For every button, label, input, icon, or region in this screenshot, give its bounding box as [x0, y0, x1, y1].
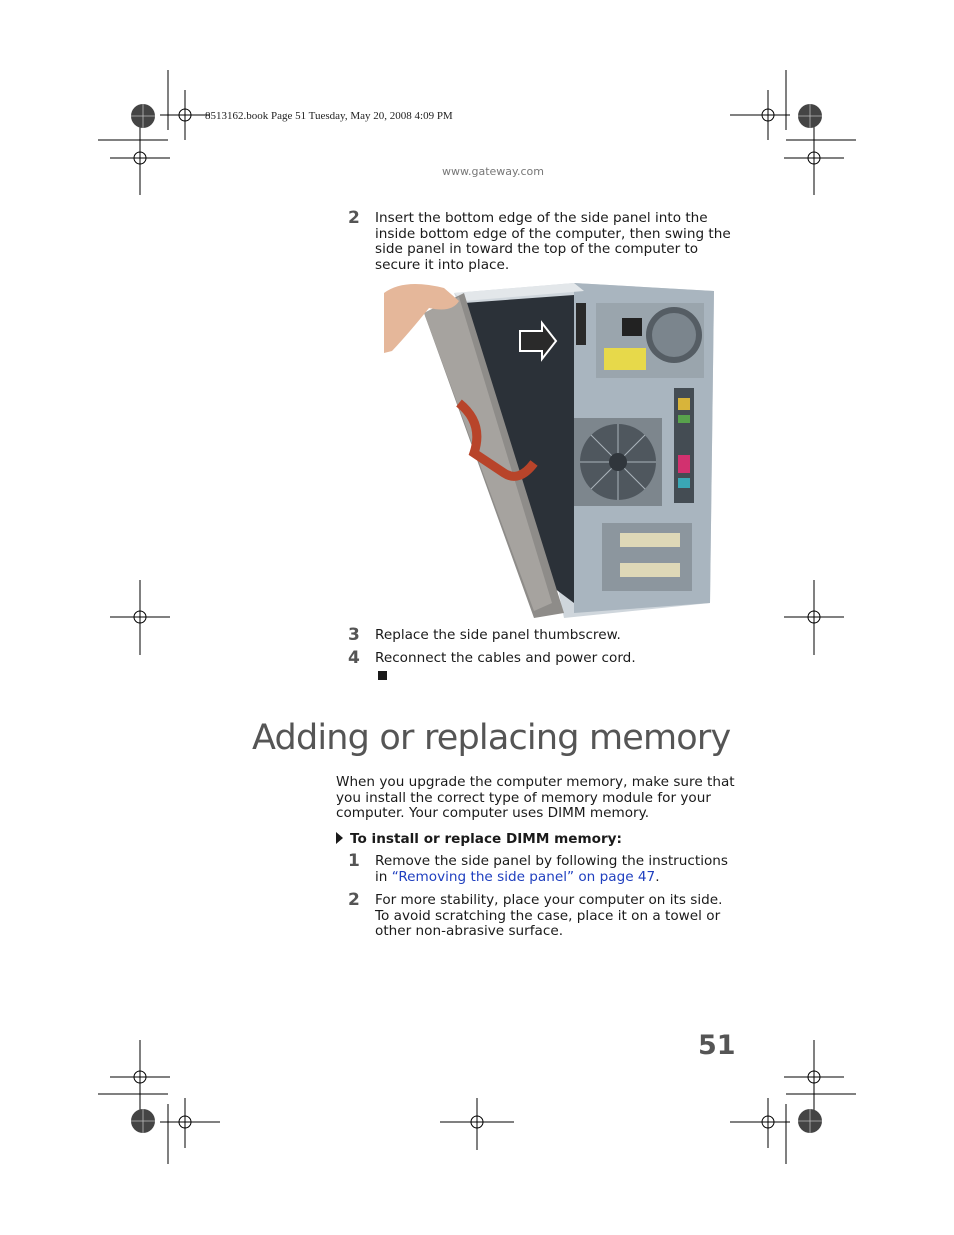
step-number: 1: [348, 851, 360, 871]
header-url: www.gateway.com: [442, 165, 544, 178]
step-number: 4: [348, 648, 360, 668]
step-number: 2: [348, 890, 360, 910]
step-number: 3: [348, 625, 360, 645]
triangle-bullet-icon: [336, 832, 343, 844]
step-text-after: .: [655, 868, 660, 885]
procedure-heading: [336, 831, 622, 847]
page-number: 51: [698, 1030, 736, 1061]
step-text: Insert the bottom edge of the side panel into the inside bottom edge of the computer, then swing the side panel in toward the top of the computer to secure it into place.: [375, 210, 731, 273]
step-text-before: Remove the side panel by following the instructions in: [375, 853, 728, 885]
cross-reference-link[interactable]: “Removing the side panel” on page 47: [391, 868, 656, 885]
end-of-procedure-marker: [378, 671, 387, 680]
print-slug: 8513162.book Page 51 Tuesday, May 20, 2008 4:09 PM: [205, 110, 453, 122]
procedure-title: To install or replace DIMM memory:: [350, 831, 622, 847]
step-text: Reconnect the cables and power cord.: [375, 650, 636, 666]
step-text: [375, 854, 733, 885]
step-text: For more stability, place your computer on its side. To avoid scratching the case, place it on a towel or other non-abrasive surface.: [375, 892, 723, 940]
intro-paragraph: When you upgrade the computer memory, make sure that you install the correct type of memory module for your computer. Your computer uses DIMM memory.: [336, 774, 735, 822]
step-text: Replace the side panel thumbscrew.: [375, 627, 621, 643]
computer-side-panel-illustration: [384, 273, 720, 623]
step-number: 2: [348, 208, 360, 228]
section-heading: Adding or replacing memory: [252, 718, 731, 758]
